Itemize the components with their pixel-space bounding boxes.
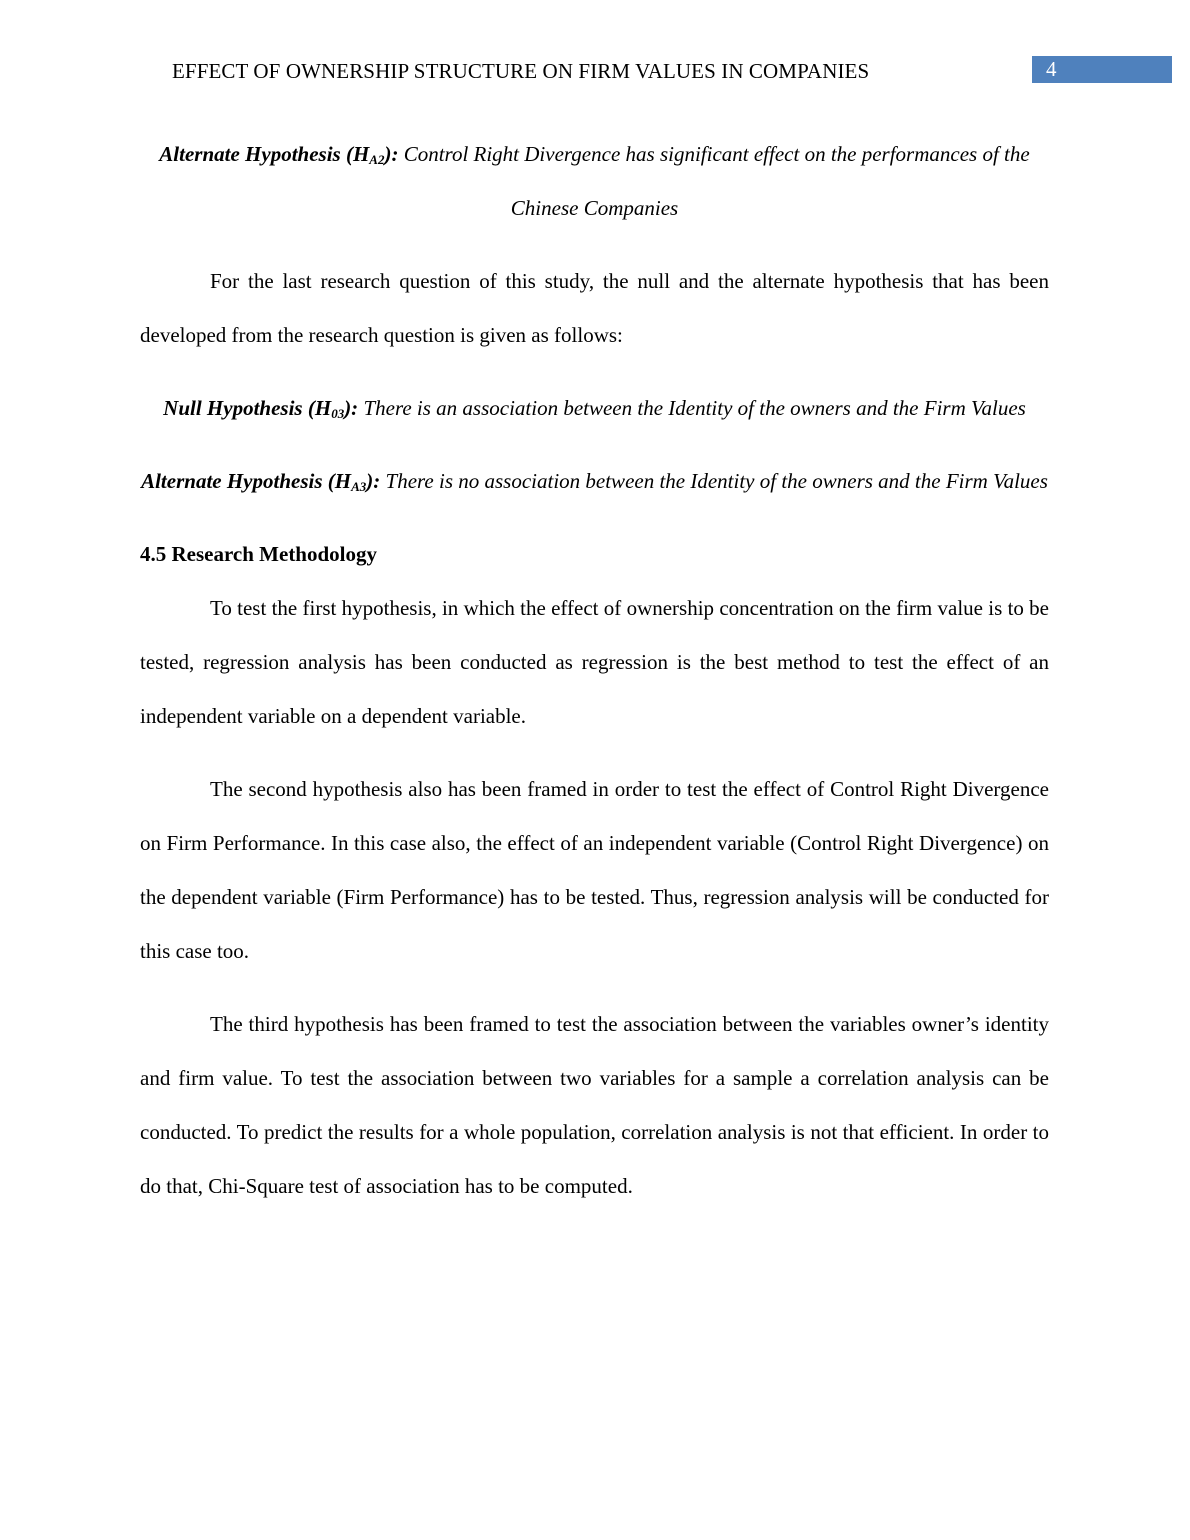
hypothesis-text: There is no association between the Identity of the owners and the Firm Values — [380, 469, 1048, 493]
alternate-hypothesis-a3 — [140, 454, 1049, 508]
alternate-hypothesis-a2 — [140, 127, 1049, 235]
document-body — [140, 127, 1049, 1232]
hypothesis-label-end: ): — [384, 142, 399, 166]
page-number: 4 — [1046, 57, 1057, 81]
null-hypothesis-03 — [140, 381, 1049, 435]
hypothesis-label-end: ): — [344, 396, 359, 420]
methodology-paragraph-1: To test the first hypothesis, in which the effect of ownership concentration on the firm value is to be tested, regression analysis has been conducted as regression is the best method to test the effect of an independent variable on a dependent variable. — [140, 596, 1049, 728]
hypothesis-text: Control Right Divergence has significant effect on the performances of the Chinese Companies — [398, 142, 1030, 220]
running-header-title: EFFECT OF OWNERSHIP STRUCTURE ON FIRM VALUES IN COMPANIES — [172, 59, 870, 83]
intro-paragraph: For the last research question of this study, the null and the alternate hypothesis that has been developed from the research question is given as follows: — [140, 269, 1049, 347]
page-number-box — [1032, 56, 1172, 83]
hypothesis-label: Alternate Hypothesis (H — [141, 469, 352, 493]
methodology-paragraph-2: The second hypothesis also has been framed in order to test the effect of Control Right Divergence on Firm Performance. In this case also, the effect of an independent variable (Control Right Divergence) on the dependent variable (Firm Performance) has to be tested. Thus, regression analysis will be conducted for this case too. — [140, 777, 1049, 963]
methodology-paragraph-3: The third hypothesis has been framed to test the association between the variables owner’s identity and firm value. To test the association between two variables for a sample a correlation analysis can be conducted. To predict the results for a whole population, correlation analysis is not that efficient. In order to do that, Chi-Square test of association has to be computed. — [140, 1012, 1049, 1198]
hypothesis-label-end: ): — [366, 469, 381, 493]
hypothesis-subscript: 03 — [331, 406, 345, 421]
hypothesis-subscript: A2 — [369, 152, 385, 167]
hypothesis-label: Null Hypothesis (H — [163, 396, 332, 420]
hypothesis-label: Alternate Hypothesis (H — [159, 142, 370, 166]
hypothesis-subscript: A3 — [351, 479, 367, 494]
hypothesis-text: There is an association between the Identity of the owners and the Firm Values — [358, 396, 1026, 420]
section-heading: 4.5 Research Methodology — [140, 542, 377, 566]
